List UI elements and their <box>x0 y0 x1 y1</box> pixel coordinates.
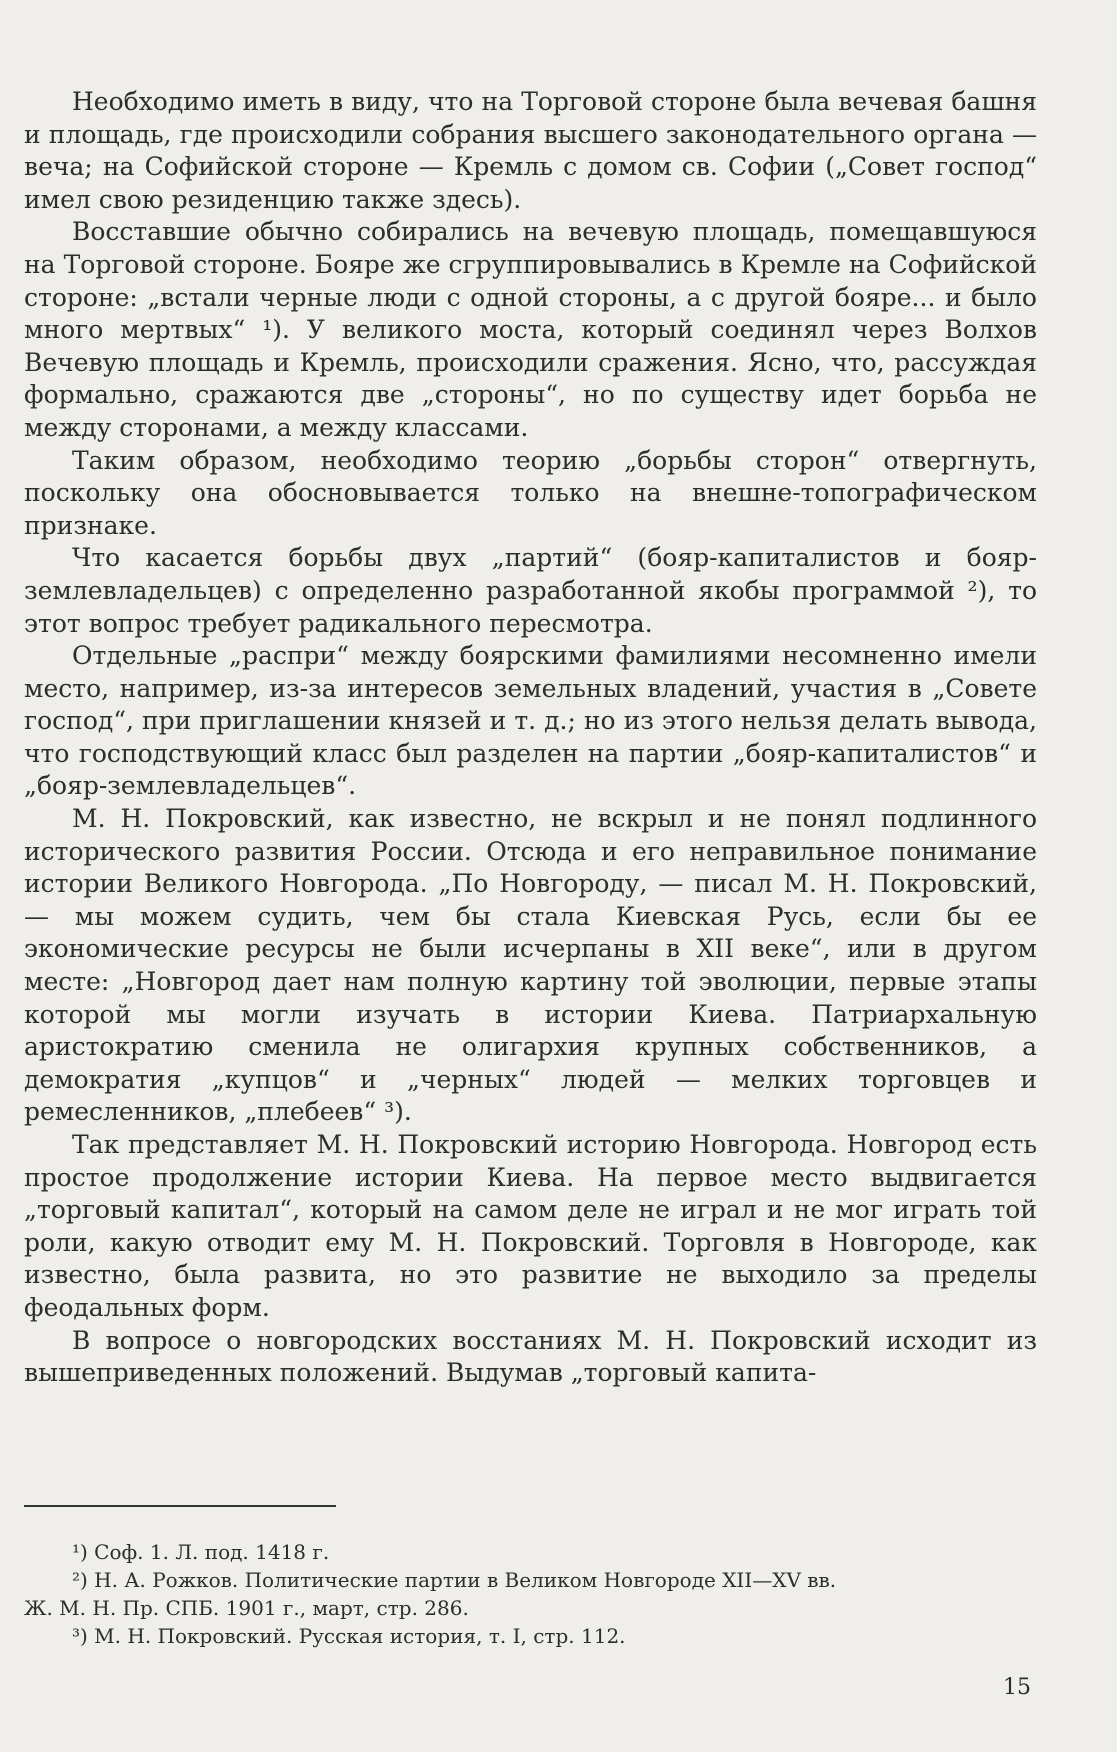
paragraph-7: Так представляет М. Н. Покровский историю Новгорода. Новгород есть простое продолжение истории Киева. На первое место выдвигается „торговый капитал“, который на самом деле не играл и не мог играть той роли, какую отводит ему М. Н. Покровский. Торговля в Новгороде, как известно, была развита, но это развитие не выходило за пределы феодальных форм. <box>24 1130 1037 1322</box>
paragraph-6: М. Н. Покровский, как известно, не вскрыл и не понял подлинного исторического развития России. Отсюда и его неправильное понимание истории Великого Новгорода. „По Новгороду, — писал М. Н. Покровский, — мы можем судить, чем бы стала Киевская Русь, если бы ее экономические ресурсы не были исчерпаны в XII веке“, или в другом месте: „Новгород дает нам полную картину той эволюции, первые этапы которой мы могли изучать в истории Киева. Патриархальную аристократию сменила не олигархия крупных собственников, а демократия „купцов“ и „черных“ людей — мелких торговцев и ремесленников, „плебеев“ ³). <box>24 804 1037 1127</box>
footnote-2: ²) Н. А. Рожков. Политические партии в Великом Новгороде XII—XV вв. <box>72 1568 837 1592</box>
footnotes <box>24 1538 1037 1650</box>
footnote-divider <box>24 1505 336 1507</box>
footnote-3: ³) М. Н. Покровский. Русская история, т. I, стр. 112. <box>72 1624 626 1648</box>
page-number: 15 <box>1003 1675 1031 1700</box>
paragraph-1: Необходимо иметь в виду, что на Торговой стороне была вечевая башня и площадь, где происходили собрания высшего законодательного органа — веча; на Софийской стороне — Кремль с домом св. Софии („Совет господ“ имел свою резиденцию также здесь). <box>24 87 1037 214</box>
paragraph-3: Таким образом, необходимо теорию „борьбы сторон“ отвергнуть, поскольку она обосновывается только на внешне-топографическом признаке. <box>24 445 1037 540</box>
body-text <box>24 86 1037 1390</box>
footnote-2-continuation: Ж. М. Н. Пр. СПБ. 1901 г., март, стр. 286. <box>24 1596 469 1620</box>
paragraph-8: В вопросе о новгородских восстаниях М. Н. Покровский исходит из вышеприведенных положений. Выдумав „торговый капита- <box>24 1325 1037 1388</box>
paragraph-5: Отдельные „распри“ между боярскими фамилиями несомненно имели место, например, из-за интересов земельных владений, участия в „Совете господ“, при приглашении князей и т. д.; но из этого нельзя делать вывода, что господствующий класс был разделен на партии „бояр-капиталистов“ и „бояр-землевладельцев“. <box>24 641 1037 801</box>
paragraph-4: Что касается борьбы двух „партий“ (бояр-капиталистов и бояр-землевладельцев) с определенно разработанной якобы программой ²), то этот вопрос требует радикального пересмотра. <box>24 543 1037 638</box>
paragraph-2: Восставшие обычно собирались на вечевую площадь, помещавшуюся на Торговой стороне. Бояре же сгруппировывались в Кремле на Софийской стороне: „встали черные люди с одной стороны, а с другой бояре... и было много мертвых“ ¹). У великого моста, который соединял через Волхов Вечевую площадь и Кремль, происходили сражения. Ясно, что, рассуждая формально, сражаются две „стороны“, но по существу идет борьба не между сторонами, а между классами. <box>24 217 1037 442</box>
footnote-1: ¹) Соф. 1. Л. под. 1418 г. <box>72 1540 330 1564</box>
